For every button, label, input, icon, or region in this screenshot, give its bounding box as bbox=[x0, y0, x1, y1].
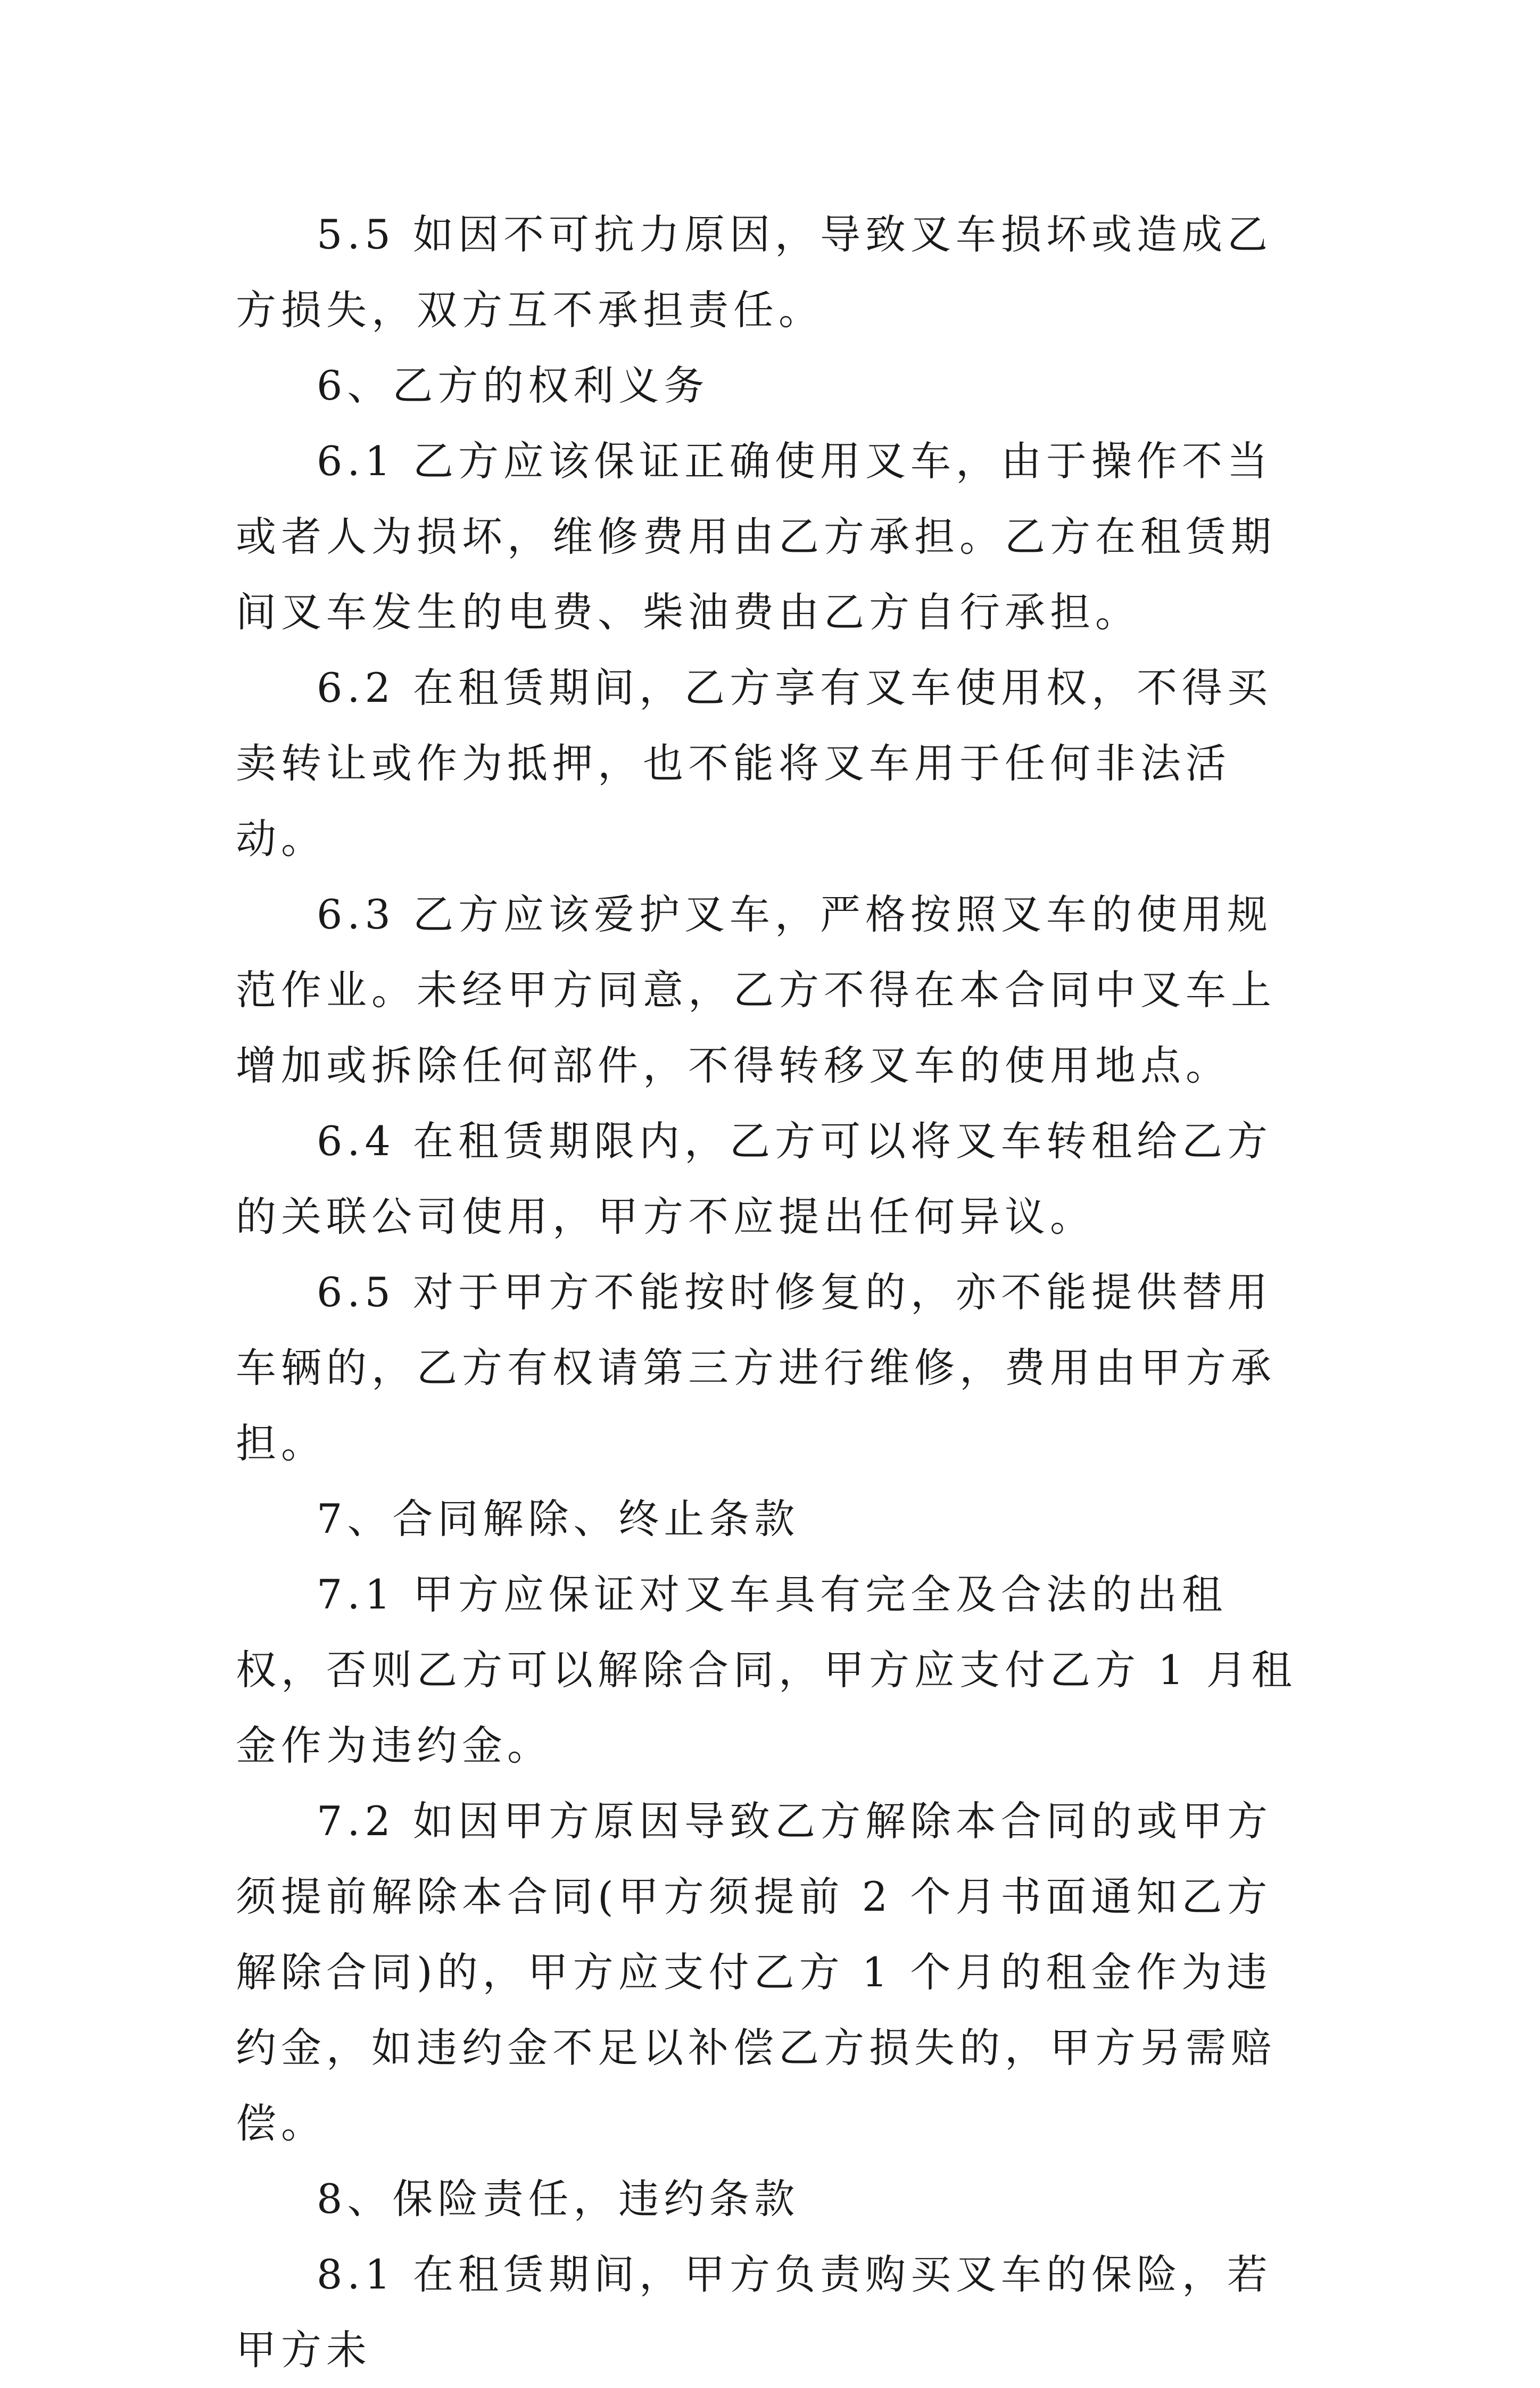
clause-6-4: 6.4 在租赁期限内，乙方可以将叉车转租给乙方的关联公司使用，甲方不应提出任何异议。 bbox=[236, 1117, 1273, 1240]
section-heading-6: 6、乙方的权利义务 bbox=[317, 362, 709, 409]
clause-6-5: 6.5 对于甲方不能按时修复的，亦不能提供替用车辆的，乙方有权请第三方进行维修，费用由甲方承担。 bbox=[236, 1268, 1276, 1467]
clause-6-1: 6.1 乙方应该保证正确使用叉车，由于操作不当或者人为损坏，维修费用由乙方承担。乙方在租赁期间叉车发生的电费、柴油费由乙方自行承担。 bbox=[236, 437, 1276, 636]
clause-6-2: 6.2 在租赁期间，乙方享有叉车使用权，不得买卖转让或作为抵押，也不能将叉车用于任何非法活动。 bbox=[236, 664, 1273, 863]
clause-7-1: 7.1 甲方应保证对叉车具有完全及合法的出租权，否则乙方可以解除合同，甲方应支付乙方 1 月租金作为违约金。 bbox=[236, 1571, 1297, 1769]
clause-8-1: 8.1 在租赁期间，甲方负责购买叉车的保险，若甲方未 bbox=[236, 2251, 1273, 2374]
clause-6-3: 6.3 乙方应该爱护叉车，严格按照叉车的使用规范作业。未经甲方同意，乙方不得在本合同中叉车上增加或拆除任何部件，不得转移叉车的使用地点。 bbox=[236, 891, 1276, 1089]
clause-7-2: 7.2 如因甲方原因导致乙方解除本合同的或甲方须提前解除本合同(甲方须提前 2 个月书面通知乙方解除合同)的，甲方应支付乙方 1 个月的租金作为违约金，如违约金不足以补偿乙方损失的，甲方另需赔偿。 bbox=[236, 1797, 1276, 2147]
document-body bbox=[236, 197, 1305, 2388]
section-heading-7: 7、合同解除、终止条款 bbox=[317, 1495, 800, 1543]
section-heading-8: 8、保险责任，违约条款 bbox=[317, 2175, 800, 2223]
clause-5-5: 5.5 如因不可抗力原因，导致叉车损坏或造成乙方损失，双方互不承担责任。 bbox=[236, 211, 1273, 334]
